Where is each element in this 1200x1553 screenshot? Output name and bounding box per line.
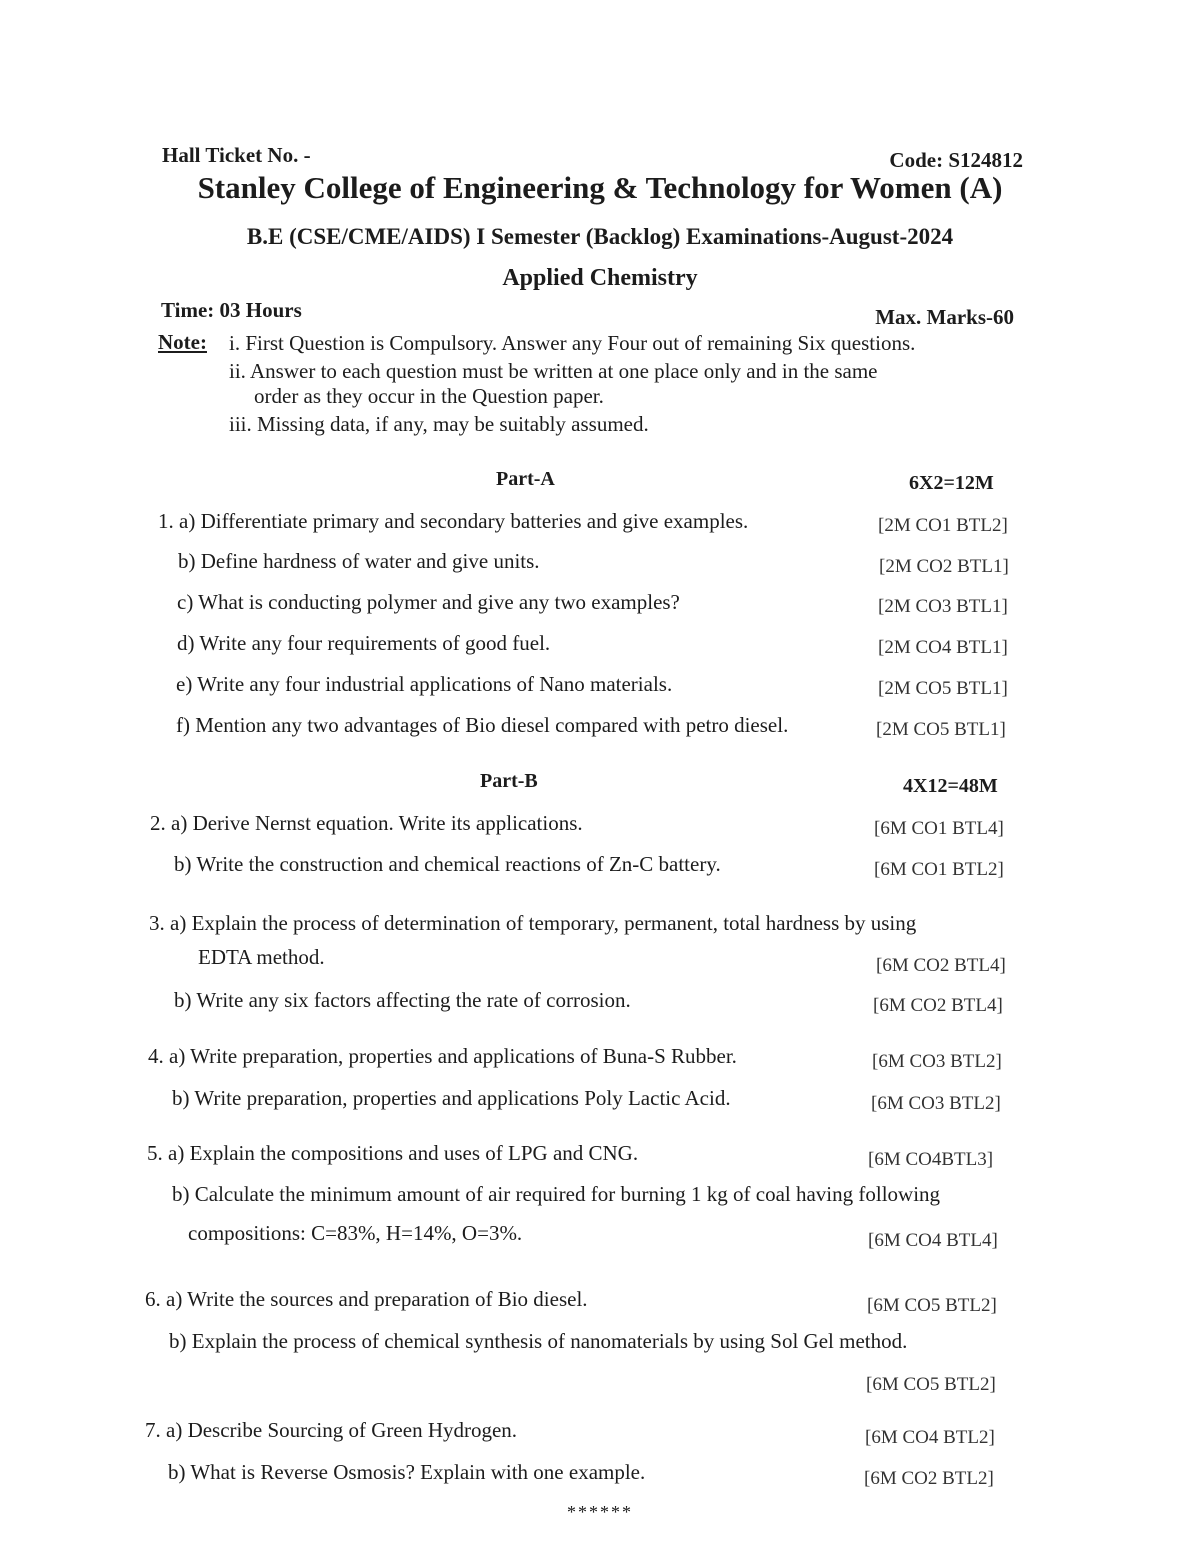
question-2b: b) Write the construction and chemical reactions of Zn-C battery. (174, 852, 721, 876)
question-2a-tag: [6M CO1 BTL4] (874, 818, 1004, 839)
question-6b-tag: [6M CO5 BTL2] (866, 1374, 996, 1395)
time-duration: Time: 03 Hours (161, 298, 302, 322)
question-4b-tag: [6M CO3 BTL2] (871, 1093, 1001, 1114)
question-1b-tag: [2M CO2 BTL1] (879, 556, 1009, 577)
part-a-title: Part-A (496, 468, 555, 490)
question-5b-cont: compositions: C=83%, H=14%, O=3%. (188, 1221, 523, 1245)
note-item-2-cont: order as they occur in the Question paper. (254, 384, 604, 408)
question-7a-tag: [6M CO4 BTL2] (865, 1427, 995, 1448)
question-3a: 3. a) Explain the process of determination of temporary, permanent, total hardness by using (149, 911, 917, 935)
question-5a-tag: [6M CO4BTL3] (868, 1149, 994, 1170)
question-6b: b) Explain the process of chemical synthesis of nanomaterials by using Sol Gel method. (169, 1329, 908, 1353)
college-name: Stanley College of Engineering & Technology for Women (A) (197, 170, 1003, 205)
question-1d: d) Write any four requirements of good fuel. (177, 631, 551, 655)
question-1f: f) Mention any two advantages of Bio diesel compared with petro diesel. (176, 713, 789, 737)
question-5a: 5. a) Explain the compositions and uses of LPG and CNG. (147, 1141, 639, 1165)
question-1e: e) Write any four industrial applications of Nano materials. (176, 672, 673, 696)
part-b-title: Part-B (480, 770, 538, 792)
question-3a-cont: EDTA method. (198, 945, 325, 969)
question-1d-tag: [2M CO4 BTL1] (878, 637, 1008, 658)
question-4a-tag: [6M CO3 BTL2] (872, 1051, 1002, 1072)
question-1c: c) What is conducting polymer and give any two examples? (177, 590, 680, 614)
hall-ticket-label: Hall Ticket No. - (162, 143, 311, 167)
question-4a: 4. a) Write preparation, properties and applications of Buna-S Rubber. (148, 1044, 737, 1068)
question-1a-tag: [2M CO1 BTL2] (878, 515, 1008, 536)
question-7a: 7. a) Describe Sourcing of Green Hydrogen. (145, 1418, 518, 1442)
exam-title: B.E (CSE/CME/AIDS) I Semester (Backlog) Examinations-August-2024 (246, 224, 954, 249)
question-1e-tag: [2M CO5 BTL1] (878, 678, 1008, 699)
question-5b-tag: [6M CO4 BTL4] (868, 1230, 998, 1251)
question-1b: b) Define hardness of water and give units. (178, 549, 540, 573)
question-6a-tag: [6M CO5 BTL2] (867, 1295, 997, 1316)
question-3a-tag: [6M CO2 BTL4] (876, 955, 1006, 976)
question-4b: b) Write preparation, properties and applications Poly Lactic Acid. (172, 1086, 731, 1110)
paper-code: Code: S124812 (889, 148, 1023, 172)
question-1f-tag: [2M CO5 BTL1] (876, 719, 1006, 740)
max-marks: Max. Marks-60 (875, 305, 1014, 329)
question-7b: b) What is Reverse Osmosis? Explain with one example. (168, 1460, 646, 1484)
end-stars: ****** (567, 1502, 633, 1522)
question-7b-tag: [6M CO2 BTL2] (864, 1468, 994, 1489)
note-item-3: iii. Missing data, if any, may be suitably assumed. (229, 412, 649, 436)
question-1c-tag: [2M CO3 BTL1] (878, 596, 1008, 617)
question-3b: b) Write any six factors affecting the rate of corrosion. (174, 988, 631, 1012)
note-item-2: ii. Answer to each question must be written at one place only and in the same (229, 359, 878, 383)
question-2b-tag: [6M CO1 BTL2] (874, 859, 1004, 880)
part-b-marks: 4X12=48M (903, 775, 998, 797)
question-1a: 1. a) Differentiate primary and secondary batteries and give examples. (158, 509, 749, 533)
question-5b: b) Calculate the minimum amount of air required for burning 1 kg of coal having following (172, 1182, 941, 1206)
question-3b-tag: [6M CO2 BTL4] (873, 995, 1003, 1016)
note-label: Note: (158, 330, 207, 354)
subject-title: Applied Chemistry (502, 265, 698, 291)
question-2a: 2. a) Derive Nernst equation. Write its applications. (150, 811, 583, 835)
note-item-1: i. First Question is Compulsory. Answer any Four out of remaining Six questions. (229, 331, 916, 355)
part-a-marks: 6X2=12M (909, 472, 994, 494)
question-6a: 6. a) Write the sources and preparation of Bio diesel. (145, 1287, 588, 1311)
